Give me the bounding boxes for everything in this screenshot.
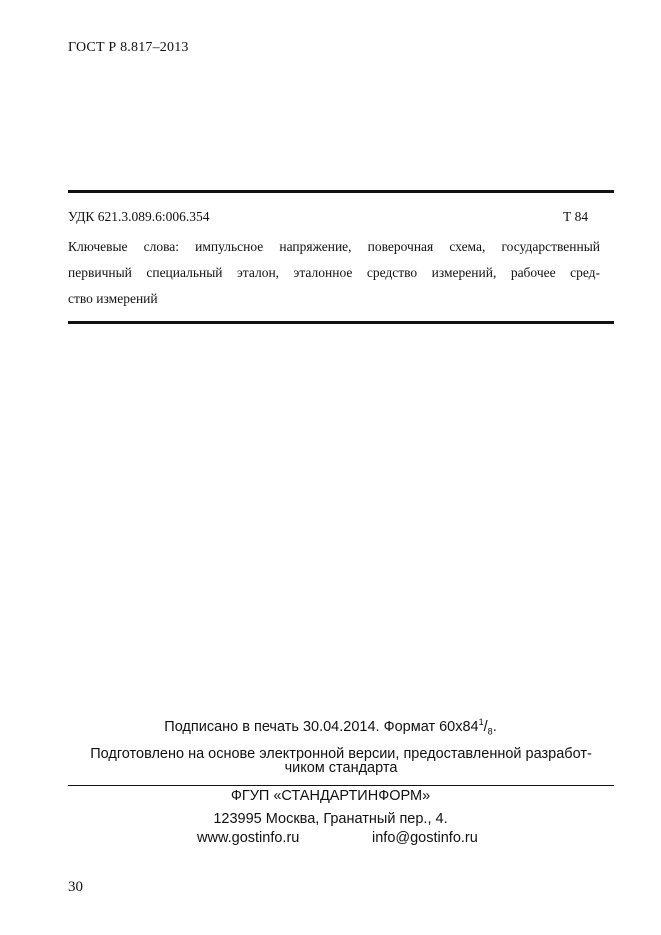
signed-for-print: Подписано в печать 30.04.2014. Формат $60х84^1/_8$. [164,717,497,737]
format-superscript: 1 [478,717,484,727]
keywords-block [68,234,600,312]
publisher-email[interactable]: info@gostinfo.ru [372,830,478,846]
format-end: . [492,718,497,735]
bottom-divider [68,321,614,324]
prepared-line: Подготовлено на основе электронной версии, предоставленной разработ- [90,746,592,762]
publisher-name: ФГУП «СТАНДАРТИНФОРМ» [230,788,431,804]
keywords-line: ство измерений [68,291,158,306]
prepared-line: чиком стандарта [284,760,398,776]
format-subscript: 8 [487,726,493,737]
classifier-code: Т 84 [563,209,589,224]
page-number: 30 [68,879,83,895]
top-divider [68,190,614,193]
keywords-line: Ключевые слова: импульсное напряжение, поверочная схема, государственный [68,239,600,254]
keywords-line: первичный специальный эталон, эталонное средство измерений, рабочее сред- [68,265,600,280]
publisher-address: 123995 Москва, Гранатный пер., 4. [213,811,448,827]
document-code: ГОСТ Р 8.817–2013 [68,40,189,55]
prepared-note [68,747,614,775]
signed-text: Подписано в печать 30.04.2014. Формат 60х84 [164,718,479,735]
imprint-divider [68,785,614,786]
udc-code: УДК 621.3.089.6:006.354 [68,209,210,224]
publisher-website[interactable]: www.gostinfo.ru [197,830,300,846]
